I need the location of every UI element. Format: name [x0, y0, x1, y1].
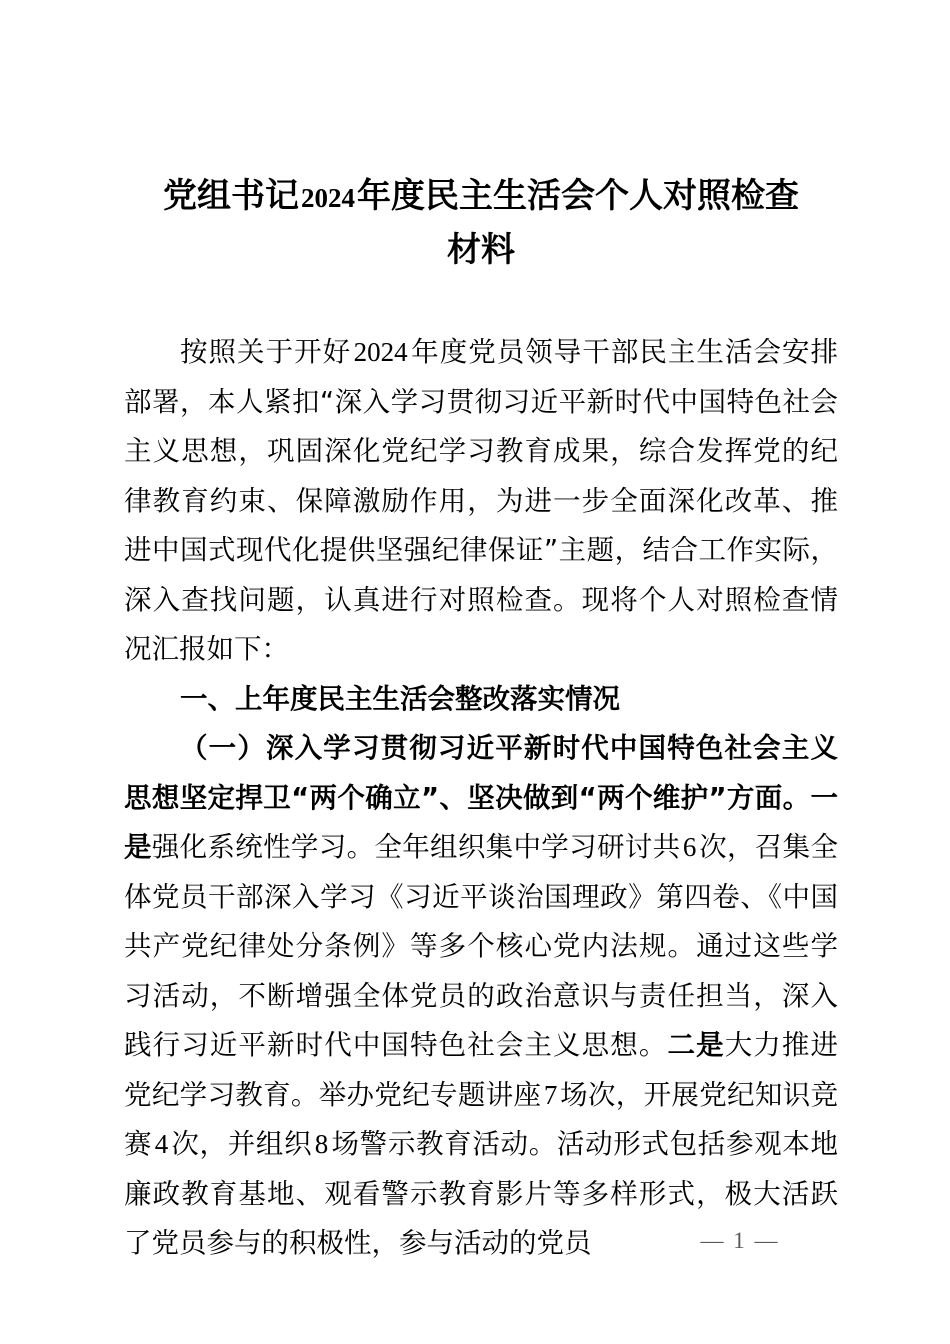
- page-number: — 1 —: [700, 1228, 780, 1253]
- count-study-sessions: 6: [682, 832, 697, 862]
- paragraph-intro: 按照关于开好2024年度党员领导干部民主生活会安排部署，本人紧扣“深入学习贯彻习近平新时代中国特色社会主义思想，巩固深化党纪学习教育成果，综合发挥党的纪律教育约束、保障激励作用，为进一步全面深化改革、推进中国式现代化提供坚强纪律保证”主题，结合工作实际，深入查找问题，认真进行对照检查。现将个人对照检查情况汇报如下：: [124, 336, 839, 665]
- marker-er-shi: 二是: [667, 1029, 725, 1061]
- subsection-1-1-bold-lead: （一）深入学习贯彻习近平新时代中国特色社会主义思想坚定捍卫“两个确立”、坚决做到“两个维护”方面。一是: [124, 732, 838, 863]
- document-body: [124, 170, 838, 1269]
- page-title-line-2: 材料: [447, 230, 515, 270]
- page-header-band: [0, 0, 950, 150]
- subsection-1-1: （一）深入学习贯彻习近平新时代中国特色社会主义思想坚定捍卫“两个确立”、坚决做到“两个维护”方面。一是强化系统性学习。全年组织集中学习研讨共6次，召集全体党员干部深入学习《习近平谈治国理政》第四卷、《中国共产党纪律处分条例》等多个核心党内法规。通过这些学习活动，不断增强全体党员的政治意识与责任担当，深入践行习近平新时代中国特色社会主义思想。二是大力推进党纪学习教育。举办党纪专题讲座7场次，开展党纪知识竞赛4次，并组织8场警示教育活动。活动形式包括参观本地廉政教育基地、观看警示教育影片等多样形式，极大活跃了党员参与的积极性，参与活动的党员: [124, 732, 839, 1259]
- section-heading-1: 一、上年度民主生活会整改落实情况: [180, 682, 620, 715]
- count-warning-events: 8: [314, 1129, 329, 1159]
- page-title-line-1: 党组书记2024年度民主生活会个人对照检查: [163, 176, 799, 216]
- count-lectures: 7: [543, 1079, 558, 1110]
- year-2024: 2024: [353, 337, 408, 367]
- count-contests: 4: [154, 1129, 169, 1159]
- page-footer: [0, 1228, 950, 1254]
- page-title: [124, 170, 838, 276]
